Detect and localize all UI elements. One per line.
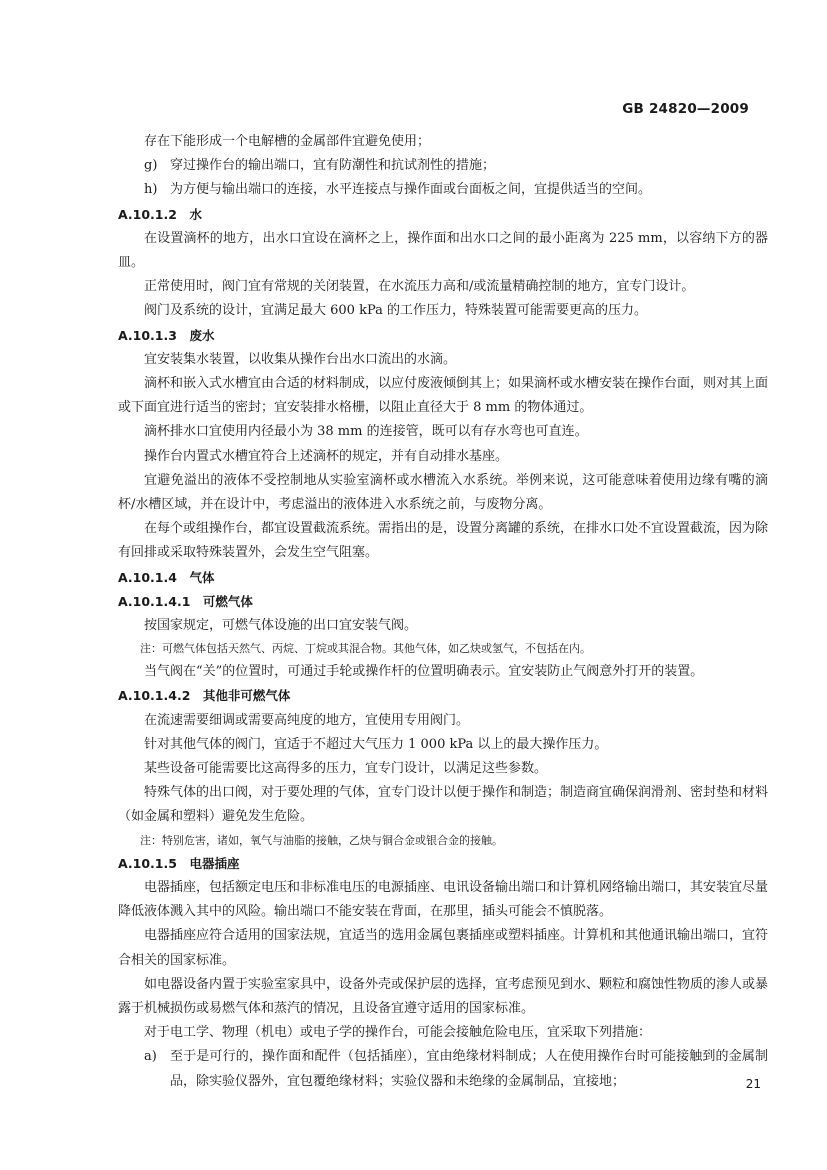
paragraph: 在每个或组操作台，都宜设置截流系统。需指出的是，设置分离罐的系统，在排水口处不宜设置截流，因为除有回排或采取特殊装置外，会发生空气阻塞。 xyxy=(118,521,769,561)
paragraph: 特殊气体的出口阀，对于要处理的气体，宜专门设计以便于操作和制造；制造商宜确保润滑剂、密封垫和材料（如金属和塑料）避免发生危险。 xyxy=(118,785,769,825)
paragraph: 针对其他气体的阀门，宜适于不超过大气压力 1 000 kPa 以上的最大操作压力。 xyxy=(144,736,608,752)
paragraph: 在流速需要细调或需要高纯度的地方，宜使用专用阀门。 xyxy=(144,712,470,728)
list-item-a xyxy=(118,1045,768,1093)
paragraph: 阀门及系统的设计，宜满足最大 600 kPa 的工作压力，特殊装置可能需要更高的压力。 xyxy=(144,303,648,319)
section-title: 气体 xyxy=(189,569,215,585)
paragraph: 当气阀在“关”的位置时，可通过手轮或操作杆的位置明确表示。宜安装防止气阀意外打开的装置。 xyxy=(144,664,704,680)
section-heading-gas xyxy=(118,566,768,590)
section-heading-water xyxy=(118,203,768,227)
list-item-g xyxy=(118,154,768,178)
paragraph: 正常使用时，阀门宜有常规的关闭装置，在水流压力高和/或流量精确控制的地方，宜专门设计。 xyxy=(144,279,695,295)
list-text: 至于是可行的，操作面和配件（包括插座），宜由绝缘材料制成；人在使用操作台时可能接触到的金属制品，除实验仪器外，宜包覆绝缘材料；实验仪器和未绝缘的金属制品，宜接地； xyxy=(170,1049,768,1089)
list-marker: g) xyxy=(144,158,158,174)
section-number: A.10.1.5 xyxy=(118,855,177,871)
section-title: 废水 xyxy=(189,327,215,343)
paragraph: 按国家规定，可燃气体设施的出口宜安装气阀。 xyxy=(144,618,418,634)
section-heading-flammable-gas xyxy=(118,590,768,614)
list-text: 穿过操作台的输出端口，宜有防潮性和抗试剂性的措施； xyxy=(170,158,496,174)
paragraph: 宜安装集水装置，以收集从操作台出水口流出的水滴。 xyxy=(144,351,457,367)
section-heading-waste-water xyxy=(118,324,768,348)
body-text xyxy=(118,130,768,1094)
section-title: 其他非可燃气体 xyxy=(202,688,291,704)
list-marker: a) xyxy=(144,1049,157,1065)
paragraph: 如电器设备内置于实验室家具中，设备外壳或保护层的选择，宜考虑预见到水、颗粒和腐蚀性物质的渗人或暴露于机械损伤或易燃气体和蒸汽的情况，且设备宜遵守适用的国家标准。 xyxy=(118,976,769,1016)
section-title: 电器插座 xyxy=(189,855,240,871)
note: 注：特别危害，诸如，氧气与油脂的接触，乙炔与铜合金或银合金的接触。 xyxy=(140,833,503,847)
section-heading-electrical-outlets xyxy=(118,852,768,876)
paragraph: 滴杯排水口宜使用内径最小为 38 mm 的连接管，既可以有存水弯也可直连。 xyxy=(144,424,588,440)
section-number: A.10.1.4 xyxy=(118,569,177,585)
section-title: 水 xyxy=(189,206,202,222)
list-marker: h) xyxy=(144,182,158,198)
standard-code: GB 24820—2009 xyxy=(622,101,749,117)
section-heading-other-gas xyxy=(118,684,768,708)
list-text: 为方便与输出端口的连接，水平连接点与操作面或台面板之间，宜提供适当的空间。 xyxy=(170,182,652,198)
paragraph: 宜避免溢出的液体不受控制地从实验室滴杯或水槽流入水系统。举例来说，这可能意味着使用边缘有嘴的滴杯/水槽区域，并在设计中，考虑溢出的液体进入水系统之前，与废物分离。 xyxy=(118,472,768,513)
section-number: A.10.1.4.1 xyxy=(118,593,191,609)
paragraph: 在设置滴杯的地方，出水口宜设在滴杯之上，操作面和出水口之间的最小距离为 225 mm，以容纳下方的器皿。 xyxy=(118,230,768,271)
paragraph: 电器插座，包括额定电压和非标准电压的电源插座、电讯设备输出端口和计算机网络输出端口，其安装宜尽量降低液体溅入其中的风险。输出端口不能安装在背面，在那里，插头可能会不慎脱落。 xyxy=(118,879,769,920)
list-item-h xyxy=(118,178,768,202)
paragraph: 操作台内置式水槽宜符合上述滴杯的规定，并有自动排水基座。 xyxy=(144,448,509,464)
paragraph: 对于电工学、物理（机电）或电子学的操作台，可能会接触危险电压，宜采取下列措施： xyxy=(144,1025,652,1041)
section-number: A.10.1.2 xyxy=(118,206,177,222)
section-number: A.10.1.3 xyxy=(118,327,177,343)
paragraph: 滴杯和嵌入式水槽宜由合适的材料制成，以应付废液倾倒其上；如果滴杯或水槽安装在操作台面，则对其上面或下面宜进行适当的密封；宜安装排水格栅，以阻止直径大于 8 mm 的物体通过。 xyxy=(118,376,769,416)
note: 注：可燃气体包括天然气、丙烷、丁烷或其混合物。其他气体，如乙炔或氢气，不包括在内。 xyxy=(140,642,591,656)
paragraph: 存在下能形成一个电解槽的金属部件宜避免使用； xyxy=(144,134,431,149)
section-title: 可燃气体 xyxy=(202,593,253,609)
page-number: 21 xyxy=(745,1077,761,1091)
section-number: A.10.1.4.2 xyxy=(118,688,191,704)
paragraph: 某些设备可能需要比这高得多的压力，宜专门设计，以满足这些参数。 xyxy=(144,761,548,777)
paragraph: 电器插座应符合适用的国家法规，宜适当的选用金属包裹插座或塑料插座。计算机和其他通讯输出端口，宜符合相关的国家标准。 xyxy=(118,928,769,968)
